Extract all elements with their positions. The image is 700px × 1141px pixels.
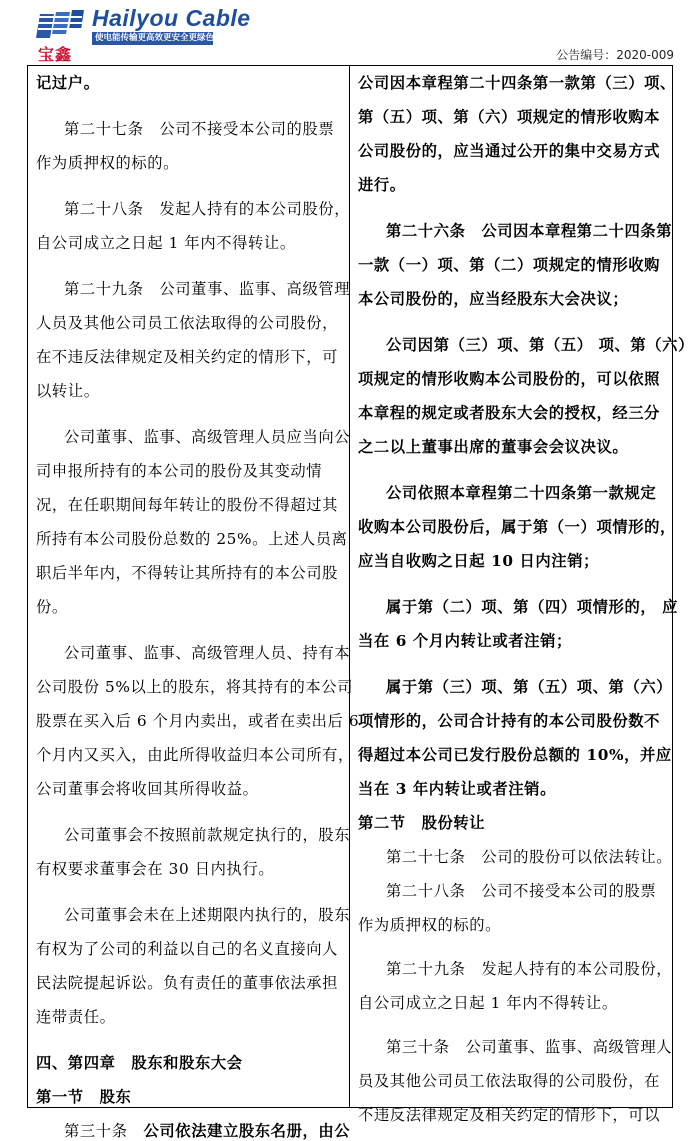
original-clause-line: 第二十九条 公司董事、监事、高级管理 bbox=[64, 280, 351, 298]
revised-clause-line: 项情形的，公司合计持有的本公司股份数不 bbox=[358, 712, 661, 730]
revised-clause-line: 属于第（三）项、第（五）项、第（六） bbox=[386, 678, 673, 696]
original-clause-line: 记过户。 bbox=[36, 74, 100, 92]
original-clause-line: 股票在买入后 6 个月内卖出，或者在卖出后 6 bbox=[36, 712, 360, 730]
revised-clause-line: 自公司成立之日起 1 年内不得转让。 bbox=[358, 994, 618, 1012]
company-chinese-name: 宝鑫 bbox=[38, 45, 73, 64]
original-clause-line: 在不违反法律规定及相关约定的情形下，可 bbox=[36, 348, 339, 366]
revised-clause-line: 本章程的规定或者股东大会的授权，经三分 bbox=[358, 404, 661, 422]
original-clause-line: 第一节 股东 bbox=[36, 1088, 132, 1106]
revised-clause-line: 进行。 bbox=[358, 176, 406, 194]
original-clause-line: 连带责任。 bbox=[36, 1008, 116, 1026]
revised-clause-line: 作为质押权的标的。 bbox=[358, 916, 502, 934]
original-clause-line: 公司董事、监事、高级管理人员、持有本 bbox=[64, 644, 351, 662]
revised-clause-line: 收购本公司股份后，属于第（一）项情形的， bbox=[358, 518, 676, 536]
original-clause-line: 司申报所持有的本公司的股份及其变动情 bbox=[36, 462, 323, 480]
original-clause-line: 第三十条 公司依法建立股东名册，由公 bbox=[64, 1122, 351, 1140]
original-clause-line: 以转让。 bbox=[36, 382, 100, 400]
revised-clause-line: 第二十八条 公司不接受本公司的股票 bbox=[386, 882, 657, 900]
original-clause-line: 所持有本公司股份总数的 25%。上述人员离 bbox=[36, 530, 348, 548]
original-clause-line: 公司董事会未在上述期限内执行的，股东 bbox=[64, 906, 351, 924]
revised-clause-line: 当在 3 年内转让或者注销。 bbox=[358, 780, 556, 798]
revised-clause-line: 之二以上董事出席的董事会会议决议。 bbox=[358, 438, 629, 456]
revised-clause-line: 公司依照本章程第二十四条第一款规定 bbox=[386, 484, 657, 502]
revised-clause-line: 第二十七条 公司的股份可以依法转让。 bbox=[386, 848, 673, 866]
announcement-number: 公告编号：2020-009 bbox=[556, 48, 674, 62]
revised-clause-line: 当在 6 个月内转让或者注销； bbox=[358, 632, 572, 650]
brand-name: Hailyou Cable bbox=[92, 5, 251, 31]
original-clause-line: 公司董事、监事、高级管理人员应当向公 bbox=[64, 428, 351, 446]
revised-clause-line: 不违反法律规定及相关约定的情形下，可以 bbox=[358, 1106, 661, 1124]
original-clause-line: 份。 bbox=[36, 598, 68, 616]
original-text-column bbox=[28, 66, 360, 1140]
original-clause-line: 职后半年内，不得转让其所持有的本公司股 bbox=[36, 564, 339, 582]
revised-clause-line: 一款（一）项、第（二）项规定的情形收购 bbox=[358, 256, 661, 274]
revised-clause-line: 第二十九条 发起人持有的本公司股份， bbox=[386, 960, 673, 978]
original-clause-line: 作为质押权的标的。 bbox=[36, 154, 180, 172]
revised-clause-line: 员及其他公司员工依法取得的公司股份，在 bbox=[358, 1072, 661, 1090]
brand-block bbox=[92, 6, 251, 45]
revised-clause-line: 属于第（二）项、第（四）项情形的， 应 bbox=[386, 598, 679, 616]
page-header bbox=[0, 0, 700, 68]
revised-clause-line: 公司因第（三）项、第（五） 项、第（六） bbox=[386, 336, 694, 354]
original-clause-line: 个月内又买入，由此所得收益归本公司所有， bbox=[36, 746, 354, 764]
revised-clause-line: 应当自收购之日起 10 日内注销； bbox=[358, 552, 599, 570]
revised-clause-line: 本公司股份的，应当经股东大会决议； bbox=[358, 290, 629, 308]
revised-clause-line: 得超过本公司已发行股份总额的 10%，并应 bbox=[358, 746, 672, 764]
brand-slogan: 使电能传输更高效更安全更绿色 bbox=[92, 32, 213, 45]
original-clause-line: 第二十七条 公司不接受本公司的股票 bbox=[64, 120, 335, 138]
original-clause-line: 公司董事会将收回其所得收益。 bbox=[36, 780, 259, 798]
original-clause-line: 人员及其他公司员工依法取得的公司股份， bbox=[36, 314, 339, 332]
original-clause-line: 有权要求董事会在 30 日内执行。 bbox=[36, 860, 275, 878]
original-clause-line: 自公司成立之日起 1 年内不得转让。 bbox=[36, 234, 296, 252]
revised-clause-line: 第二节 股份转让 bbox=[358, 814, 486, 832]
original-clause-line: 有权为了公司的利益以自己的名义直接向人 bbox=[36, 940, 339, 958]
revised-clause-line: 公司因本章程第二十四条第一款第（三）项、 bbox=[358, 74, 676, 92]
original-clause-line: 公司董事会不按照前款规定执行的，股东 bbox=[64, 826, 351, 844]
original-clause-line: 公司股份 5%以上的股东，将其持有的本公司 bbox=[36, 678, 354, 696]
comparison-table bbox=[27, 65, 694, 1140]
original-clause-line: 第二十八条 发起人持有的本公司股份， bbox=[64, 200, 351, 218]
revised-clause-line: 第三十条 公司董事、监事、高级管理人 bbox=[386, 1038, 673, 1056]
original-clause-line: 民法院提起诉讼。负有责任的董事依法承担 bbox=[36, 974, 339, 992]
revised-clause-line: 第（五）项、第（六）项规定的情形收购本 bbox=[358, 108, 661, 126]
revised-clause-line: 项规定的情形收购本公司股份的，可以依照 bbox=[358, 370, 661, 388]
revised-text-column bbox=[350, 66, 694, 1124]
original-clause-line: 四、第四章 股东和股东大会 bbox=[36, 1054, 243, 1072]
revised-clause-line: 第二十六条 公司因本章程第二十四条第 bbox=[386, 222, 673, 240]
revised-clause-line: 公司股份的，应当通过公开的集中交易方式 bbox=[358, 142, 661, 160]
original-clause-line: 况，在任职期间每年转让的股份不得超过其 bbox=[36, 496, 339, 514]
